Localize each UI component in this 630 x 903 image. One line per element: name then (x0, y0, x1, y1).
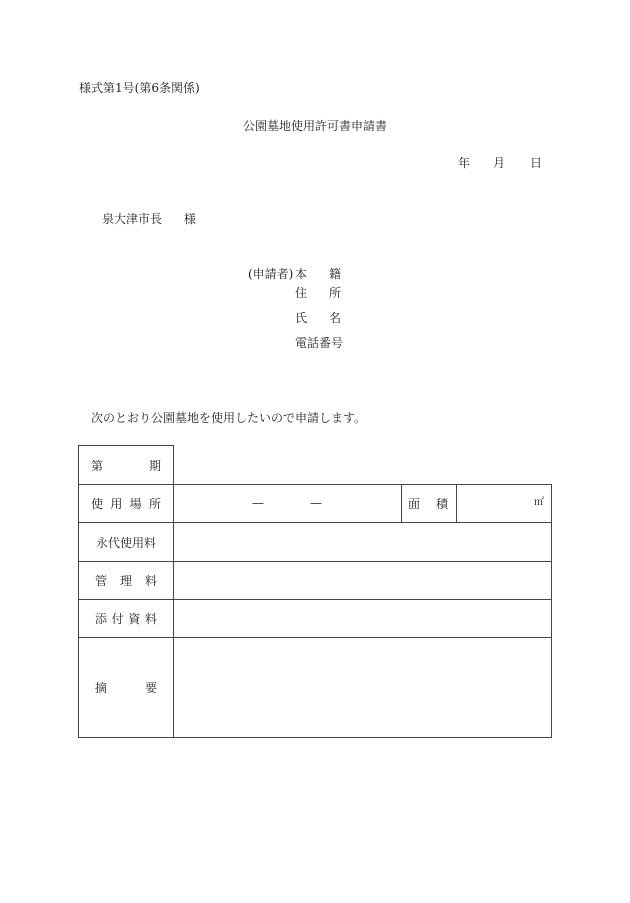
phone-label: 電話番号 (295, 336, 344, 350)
location-label (79, 485, 173, 522)
period-label (79, 446, 173, 484)
address-label-1: 住 (295, 286, 308, 300)
honseki-label-1: 本 (295, 267, 308, 281)
honseki-label-2: 籍 (329, 267, 342, 281)
summary-char-2: 要 (144, 681, 157, 695)
period-label-1: 第 (91, 458, 104, 473)
location-char-2: 用 (110, 497, 123, 511)
attach-char-3: 資 (128, 612, 141, 626)
mgmt-char-1: 管 (95, 574, 108, 588)
mgmt-char-2: 理 (119, 574, 132, 588)
form-number: 様式第1号(第6条関係) (79, 81, 200, 95)
location-char-4: 所 (148, 497, 161, 511)
location-dash-1: — (252, 496, 264, 510)
date-month: 月 (493, 156, 506, 170)
address-label-2: 所 (329, 286, 342, 300)
addressee-name: 泉大津市長 (102, 212, 163, 226)
period-label-2: 期 (148, 458, 161, 473)
name-label-1: 氏 (295, 311, 308, 325)
summary-char-1: 摘 (95, 681, 108, 695)
location-char-3: 場 (129, 497, 142, 511)
location-char-1: 使 (91, 497, 104, 511)
name-label-2: 名 (329, 311, 342, 325)
applicant-prefix: (申請者) (248, 267, 294, 281)
summary-label (79, 638, 173, 737)
area-label (402, 485, 456, 522)
attach-char-4: 料 (144, 612, 157, 626)
location-dash-2: — (310, 496, 322, 510)
attachments-label (79, 600, 173, 637)
date-day: 日 (530, 156, 543, 170)
attach-char-1: 添 (95, 612, 108, 626)
management-fee-label (79, 562, 173, 599)
date-year: 年 (458, 156, 471, 170)
addressee-honorific: 様 (184, 212, 197, 226)
attach-char-2: 付 (111, 612, 124, 626)
mgmt-char-3: 料 (144, 574, 157, 588)
area-char-2: 積 (436, 497, 449, 511)
statement: 次のとおり公園墓地を使用したいので申請します。 (91, 411, 367, 425)
document-title: 公園墓地使用許可書申請書 (242, 119, 387, 133)
perpetual-fee-label: 永代使用料 (95, 535, 156, 550)
area-char-1: 面 (408, 497, 421, 511)
area-unit: ㎡ (534, 497, 544, 508)
